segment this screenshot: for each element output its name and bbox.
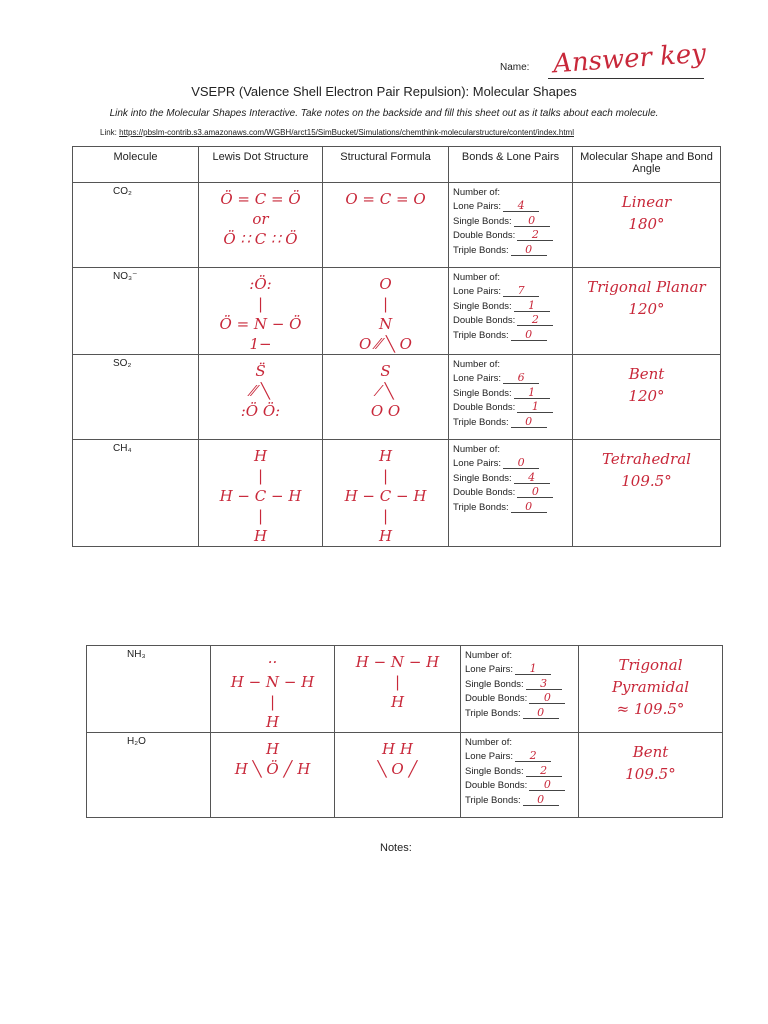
number-of-line [453, 358, 572, 372]
structural-formula-line: N [378, 315, 393, 333]
structural-formula-line: H H [382, 740, 413, 758]
triple-bonds-line [453, 244, 572, 258]
single-bonds-label: Single Bonds: [453, 300, 512, 312]
structural-formula-line: | [382, 507, 389, 525]
lewis-structure-line: H [253, 527, 268, 545]
double-bonds-label: Double Bonds: [465, 780, 528, 792]
lone-pairs-answer: 6 [503, 372, 539, 384]
lone-pairs-label: Lone Pairs: [453, 201, 502, 213]
bond-angle: 109.5° [621, 472, 672, 490]
single-bonds-line [453, 215, 572, 229]
double-bonds-label: Double Bonds: [453, 230, 516, 242]
triple-bonds-line [465, 794, 578, 808]
name-underline [548, 78, 704, 79]
molecule-cell: CH₄ [73, 440, 199, 547]
single-bonds-line [453, 472, 572, 486]
structural-formula [323, 355, 449, 440]
table-row [73, 355, 721, 440]
molecule-cell: H₂O [87, 733, 211, 818]
bond-angle: 120° [628, 387, 665, 405]
lone-pairs-label: Lone Pairs: [465, 664, 514, 676]
bonds-cell [449, 268, 573, 355]
number-of-label: Number of: [453, 359, 500, 370]
triple-bonds-answer: 0 [523, 707, 559, 719]
molecule-table-1 [72, 146, 721, 547]
lone-pairs-label: Lone Pairs: [453, 286, 502, 298]
single-bonds-answer: 1 [514, 300, 550, 312]
table-row [87, 646, 723, 733]
header-structural: Structural Formula [323, 147, 449, 183]
bond-angle: 120° [628, 300, 665, 318]
lewis-structure [211, 733, 335, 818]
structural-formula [335, 733, 461, 818]
double-bonds-line [453, 314, 572, 328]
header-row [73, 147, 721, 183]
single-bonds-line [465, 678, 578, 692]
single-bonds-answer: 0 [514, 215, 550, 227]
double-bonds-label: Double Bonds: [453, 487, 516, 499]
single-bonds-label: Single Bonds: [453, 215, 512, 227]
single-bonds-label: Single Bonds: [453, 472, 512, 484]
double-bonds-line [465, 779, 578, 793]
table-row [87, 733, 723, 818]
lewis-structure-line: :Ö Ö: [240, 402, 281, 420]
double-bonds-label: Double Bonds: [453, 402, 516, 414]
triple-bonds-label: Triple Bonds: [465, 707, 521, 719]
lone-pairs-line [465, 750, 578, 764]
lewis-structure [199, 268, 323, 355]
shape-cell [579, 646, 723, 733]
lone-pairs-line [453, 372, 572, 386]
structural-formula [335, 646, 461, 733]
simulation-link[interactable]: https://pbslm-contrib.s3.amazonaws.com/WGBH/arct15/SimBucket/Simulations/chemthink-molecularstructure/content/index.html [119, 128, 574, 137]
double-bonds-answer: 2 [517, 229, 553, 241]
link-label: Link: [100, 128, 117, 137]
structural-formula-line: O O [370, 402, 401, 420]
double-bonds-answer: 1 [517, 401, 553, 413]
double-bonds-label: Double Bonds: [465, 693, 528, 705]
shape-cell [573, 355, 721, 440]
triple-bonds-line [465, 707, 578, 721]
single-bonds-line [465, 765, 578, 779]
single-bonds-line [453, 387, 572, 401]
lone-pairs-answer: 0 [503, 457, 539, 469]
lone-pairs-answer: 2 [515, 750, 551, 762]
molecular-shape: Bent [632, 743, 669, 761]
lewis-structure-line: ·· [267, 653, 278, 671]
shape-cell [573, 183, 721, 268]
structural-formula-line: O ⁄⁄ ╲ O [359, 335, 412, 353]
structural-formula-line: O [379, 275, 392, 293]
single-bonds-label: Single Bonds: [465, 765, 524, 777]
notes-label: Notes: [380, 842, 412, 854]
triple-bonds-label: Triple Bonds: [453, 244, 509, 256]
instructions: Link into the Molecular Shapes Interactive. Take notes on the backside and fill this sheet out as it talks about each molecule. [109, 108, 659, 119]
lewis-structure-line: Ö = C = Ö [220, 190, 301, 208]
lone-pairs-line [465, 663, 578, 677]
header-shape: Molecular Shape and Bond Angle [573, 147, 721, 183]
molecule-cell: SO₂ [73, 355, 199, 440]
header-molecule: Molecule [73, 147, 199, 183]
header-bonds: Bonds & Lone Pairs [449, 147, 573, 183]
double-bonds-label: Double Bonds: [453, 315, 516, 327]
shape-cell [579, 733, 723, 818]
molecular-shape: Trigonal Planar [587, 278, 706, 296]
lewis-structure-line: H [253, 447, 268, 465]
lewis-structure-line: | [257, 295, 264, 313]
structural-formula-line: H − N − H [355, 653, 440, 671]
triple-bonds-line [453, 501, 572, 515]
double-bonds-line [453, 401, 572, 415]
number-of-line [465, 736, 578, 750]
header-lewis: Lewis Dot Structure [199, 147, 323, 183]
number-of-label: Number of: [465, 737, 512, 748]
shape-cell [573, 440, 721, 547]
lone-pairs-answer: 1 [515, 663, 551, 675]
triple-bonds-answer: 0 [511, 244, 547, 256]
lewis-structure-line: | [257, 507, 264, 525]
number-of-line [453, 443, 572, 457]
bond-angle: 109.5° [625, 765, 676, 783]
bonds-cell [461, 646, 579, 733]
lewis-structure-line: 1− [249, 335, 272, 353]
molecule-cell: NH₃ [87, 646, 211, 733]
bond-angle: 180° [628, 215, 665, 233]
lewis-structure-line: or [252, 210, 269, 228]
double-bonds-line [453, 229, 572, 243]
number-of-label: Number of: [465, 650, 512, 661]
bonds-cell [449, 440, 573, 547]
lewis-structure-line: H [265, 740, 280, 758]
name-label: Name: [500, 62, 530, 73]
lone-pairs-label: Lone Pairs: [453, 458, 502, 470]
page-title: VSEPR (Valence Shell Electron Pair Repulsion): Molecular Shapes [191, 84, 577, 99]
lewis-structure-line: H ╲ Ö ╱ H [234, 760, 311, 778]
double-bonds-answer: 0 [529, 692, 565, 704]
lewis-structure-line: :Ö: [249, 275, 272, 293]
lewis-structure-line: Ö ∷ C ∷ Ö [223, 230, 298, 248]
structural-formula [323, 268, 449, 355]
structural-formula-line: H [378, 527, 393, 545]
single-bonds-label: Single Bonds: [465, 678, 524, 690]
lone-pairs-line [453, 457, 572, 471]
triple-bonds-label: Triple Bonds: [453, 501, 509, 513]
double-bonds-answer: 0 [529, 779, 565, 791]
number-of-label: Number of: [453, 187, 500, 198]
structural-formula-line: ╲ O ╱ [377, 760, 418, 778]
molecular-shape: Bent [628, 365, 665, 383]
lewis-structure [211, 646, 335, 733]
single-bonds-label: Single Bonds: [453, 387, 512, 399]
double-bonds-answer: 2 [517, 314, 553, 326]
structural-formula-line: H [378, 447, 393, 465]
triple-bonds-answer: 0 [511, 329, 547, 341]
double-bonds-line [453, 486, 572, 500]
bond-angle: ≈ 109.5° [616, 700, 685, 718]
triple-bonds-line [453, 416, 572, 430]
lone-pairs-answer: 7 [503, 285, 539, 297]
single-bonds-answer: 2 [526, 765, 562, 777]
triple-bonds-answer: 0 [511, 416, 547, 428]
lewis-structure [199, 440, 323, 547]
lone-pairs-line [453, 200, 572, 214]
structural-formula-line: | [394, 673, 401, 691]
lewis-structure-line: Ö = N − Ö [219, 315, 302, 333]
single-bonds-line [453, 300, 572, 314]
lewis-structure-line: S̈ [255, 362, 266, 380]
lone-pairs-label: Lone Pairs: [453, 373, 502, 385]
structural-formula-line: S [380, 362, 391, 380]
triple-bonds-label: Triple Bonds: [453, 416, 509, 428]
structural-formula-line: H [390, 693, 405, 711]
molecule-cell: CO₂ [73, 183, 199, 268]
bonds-cell [449, 183, 573, 268]
lewis-structure-line: | [269, 693, 276, 711]
triple-bonds-answer: 0 [523, 794, 559, 806]
double-bonds-answer: 0 [517, 486, 553, 498]
single-bonds-answer: 1 [514, 387, 550, 399]
table-row [73, 440, 721, 547]
structural-formula-line: O = C = O [345, 190, 426, 208]
lone-pairs-answer: 4 [503, 200, 539, 212]
table-row [73, 268, 721, 355]
triple-bonds-answer: 0 [511, 501, 547, 513]
lone-pairs-line [453, 285, 572, 299]
molecular-shape: Linear [621, 193, 672, 211]
bonds-cell [449, 355, 573, 440]
triple-bonds-label: Triple Bonds: [453, 329, 509, 341]
molecule-cell: NO₃⁻ [73, 268, 199, 355]
triple-bonds-label: Triple Bonds: [465, 794, 521, 806]
structural-formula-line: H − C − H [344, 487, 427, 505]
structural-formula-line: ⁄ ╲ [377, 382, 394, 400]
lewis-structure-line: H − N − H [230, 673, 315, 691]
molecular-shape: Trigonal Pyramidal [611, 656, 690, 696]
triple-bonds-line [453, 329, 572, 343]
lewis-structure-line: ⁄⁄ ╲ [251, 382, 270, 400]
molecular-shape: Tetrahedral [602, 450, 691, 468]
name-value: Answer key [552, 38, 707, 80]
table-row [73, 183, 721, 268]
structural-formula [323, 183, 449, 268]
lewis-structure-line: H − C − H [219, 487, 302, 505]
number-of-label: Number of: [453, 444, 500, 455]
single-bonds-answer: 4 [514, 472, 550, 484]
molecule-table-2 [86, 645, 723, 818]
number-of-line [465, 649, 578, 663]
lewis-structure-line: H [265, 713, 280, 731]
number-of-label: Number of: [453, 272, 500, 283]
lewis-structure [199, 355, 323, 440]
structural-formula-line: | [382, 295, 389, 313]
single-bonds-answer: 3 [526, 678, 562, 690]
structural-formula-line: | [382, 467, 389, 485]
lewis-structure-line: | [257, 467, 264, 485]
link-line [100, 128, 574, 137]
lone-pairs-label: Lone Pairs: [465, 751, 514, 763]
bonds-cell [461, 733, 579, 818]
number-of-line [453, 186, 572, 200]
double-bonds-line [465, 692, 578, 706]
number-of-line [453, 271, 572, 285]
lewis-structure [199, 183, 323, 268]
shape-cell [573, 268, 721, 355]
structural-formula [323, 440, 449, 547]
